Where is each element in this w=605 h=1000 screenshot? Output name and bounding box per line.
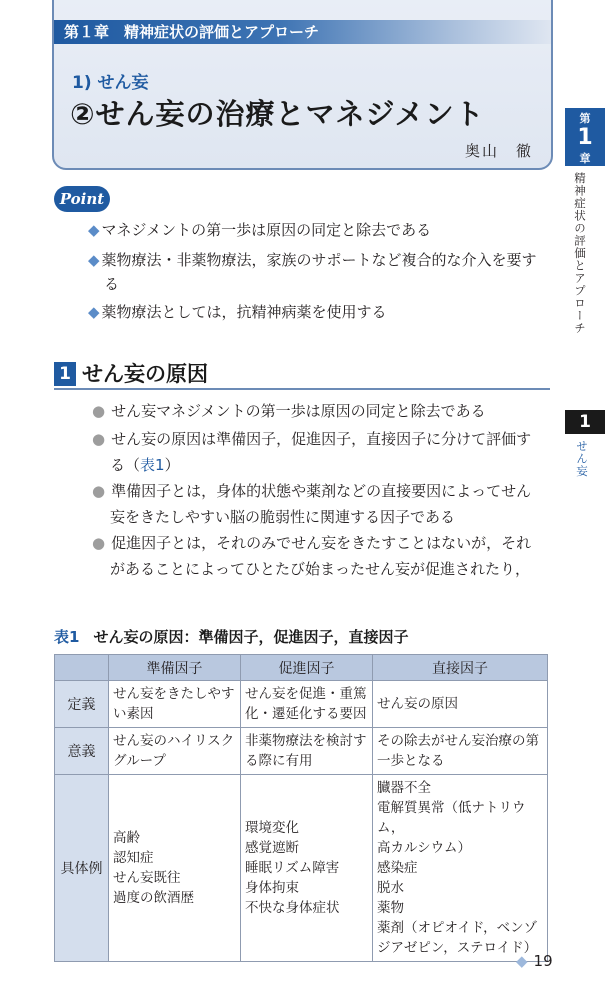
table-cell — [109, 775, 241, 962]
cell-line: 認知症 — [113, 850, 154, 866]
point-badge: Point — [54, 186, 110, 212]
cell-line: 不快な身体症状 — [245, 900, 340, 916]
bullet-text: 促進因子とは，それのみでせん妄をきたすことはないが，それ — [111, 534, 532, 552]
point-item-text-cont: る — [104, 275, 120, 293]
table-header-cell: 促進因子 — [241, 655, 373, 681]
cell-line: せん妄を促進・重篤 — [245, 686, 367, 702]
cell-line: せん妄の原因 — [377, 696, 458, 712]
bullet-item — [92, 426, 552, 478]
table-header-row — [55, 655, 548, 681]
table-reference-link[interactable]: 表1 — [140, 456, 165, 474]
cell-line: 過度の飲酒歴 — [113, 890, 194, 906]
table-row — [55, 775, 548, 962]
section-subtitle: 1) せん妄 — [72, 73, 149, 93]
cell-line: せん妄既往 — [113, 870, 181, 886]
table-cell — [241, 775, 373, 962]
point-item — [88, 300, 558, 324]
cell-line: せん妄のハイリスク — [113, 733, 235, 749]
bullet-text-cont: る（ — [110, 456, 141, 474]
table-header-cell: 準備因子 — [109, 655, 241, 681]
diamond-icon: ◆ — [88, 251, 100, 269]
bullet-text-cont: 妄をきたしやすい脳の脆弱性に関連する因子である — [110, 508, 456, 526]
cell-line: せん妄をきたしやす — [113, 686, 235, 702]
table-cell — [241, 681, 373, 728]
cell-line: 環境変化 — [245, 820, 299, 836]
cell-line: 薬物 — [377, 900, 404, 916]
bullet-dot-icon: ● — [92, 534, 106, 552]
bullet-item — [92, 530, 552, 582]
table-header-cell — [55, 655, 109, 681]
cell-line: 身体拘束 — [245, 880, 299, 896]
table-caption-text: せん妄の原因：準備因子，促進因子，直接因子 — [93, 628, 409, 646]
chapter-tab-suffix: 章 — [579, 152, 591, 165]
chapter-banner: 第１章 精神症状の評価とアプローチ — [54, 20, 551, 44]
bullet-item — [92, 478, 552, 530]
row-head: 定義 — [55, 681, 109, 728]
table-row — [55, 728, 548, 775]
point-item-text: 薬物療法としては，抗精神病薬を使用する — [101, 303, 387, 321]
chapter-side-tab[interactable] — [565, 108, 605, 166]
table-cell — [241, 728, 373, 775]
diamond-icon: ◆ — [516, 952, 528, 970]
section-side-label: せん妄 — [575, 440, 589, 478]
bullet-text-cont: があることによってひとたび始まったせん妄が促進されたり， — [110, 560, 531, 578]
cell-line: 感覚遮断 — [245, 840, 299, 856]
bullet-item — [92, 398, 552, 424]
row-head: 意義 — [55, 728, 109, 775]
cell-line: ジアゼピン，ステロイド） — [377, 940, 538, 956]
causes-table — [54, 654, 548, 962]
cell-line: 高カルシウム） — [377, 840, 472, 856]
bullet-text-cont: ） — [164, 456, 180, 474]
chapter-tab-prefix: 第 — [579, 112, 591, 125]
bullet-text: 準備因子とは，身体的状態や薬剤などの直接要因によってせん — [111, 482, 532, 500]
bullet-dot-icon: ● — [92, 482, 106, 500]
cell-line: 電解質異常（低ナトリウム， — [377, 800, 526, 836]
page-number — [516, 952, 553, 970]
bullet-dot-icon: ● — [92, 402, 106, 420]
chapter-side-label: 精神症状の評価とアプローチ — [573, 172, 587, 335]
section-number: 1 — [54, 362, 76, 386]
table-label: 表1 — [54, 628, 80, 646]
cell-line: その除去がせん妄治療の第 — [377, 733, 539, 749]
point-item — [88, 218, 558, 242]
chapter-tab-number: 1 — [577, 125, 593, 150]
cell-line: グループ — [113, 753, 166, 769]
page-number-text: 19 — [533, 952, 553, 970]
table-cell — [373, 775, 548, 962]
bullet-text: せん妄の原因は準備因子，促進因子，直接因子に分けて評価す — [111, 430, 532, 448]
cell-line: 臓器不全 — [377, 780, 431, 796]
table-cell — [109, 681, 241, 728]
cell-line: 脱水 — [377, 880, 404, 896]
bullet-text: せん妄マネジメントの第一歩は原因の同定と除去である — [111, 402, 486, 420]
point-item-text: 薬物療法・非薬物療法，家族のサポートなど複合的な介入を要す — [101, 251, 537, 269]
cell-line: 睡眠リズム障害 — [245, 860, 340, 876]
table-cell — [109, 728, 241, 775]
diamond-icon: ◆ — [88, 303, 100, 321]
table-caption — [54, 626, 408, 647]
page-title: ②せん妄の治療とマネジメント — [70, 97, 485, 131]
cell-line: 薬剤（オピオイド，ベンゾ — [377, 920, 538, 936]
cell-line: 一歩となる — [377, 753, 445, 769]
bullet-dot-icon: ● — [92, 430, 106, 448]
section-divider — [54, 388, 550, 390]
table-cell — [373, 681, 548, 728]
author-name: 奥山 徹 — [464, 142, 533, 160]
cell-line: 高齢 — [113, 830, 140, 846]
point-item-text: マネジメントの第一歩は原因の同定と除去である — [101, 221, 432, 239]
point-item — [88, 248, 558, 296]
cell-line: 感染症 — [377, 860, 418, 876]
cell-line: る際に有用 — [245, 753, 313, 769]
cell-line: い素因 — [113, 706, 154, 722]
cell-line: 化・遷延化する要因 — [245, 706, 367, 722]
section-title: せん妄の原因 — [82, 362, 208, 386]
diamond-icon: ◆ — [88, 221, 100, 239]
section-side-tab[interactable]: 1 — [565, 410, 605, 434]
table-row — [55, 681, 548, 728]
cell-line: 非薬物療法を検討す — [245, 733, 367, 749]
table-cell — [373, 728, 548, 775]
table-header-cell: 直接因子 — [373, 655, 548, 681]
row-head: 具体例 — [55, 775, 109, 962]
